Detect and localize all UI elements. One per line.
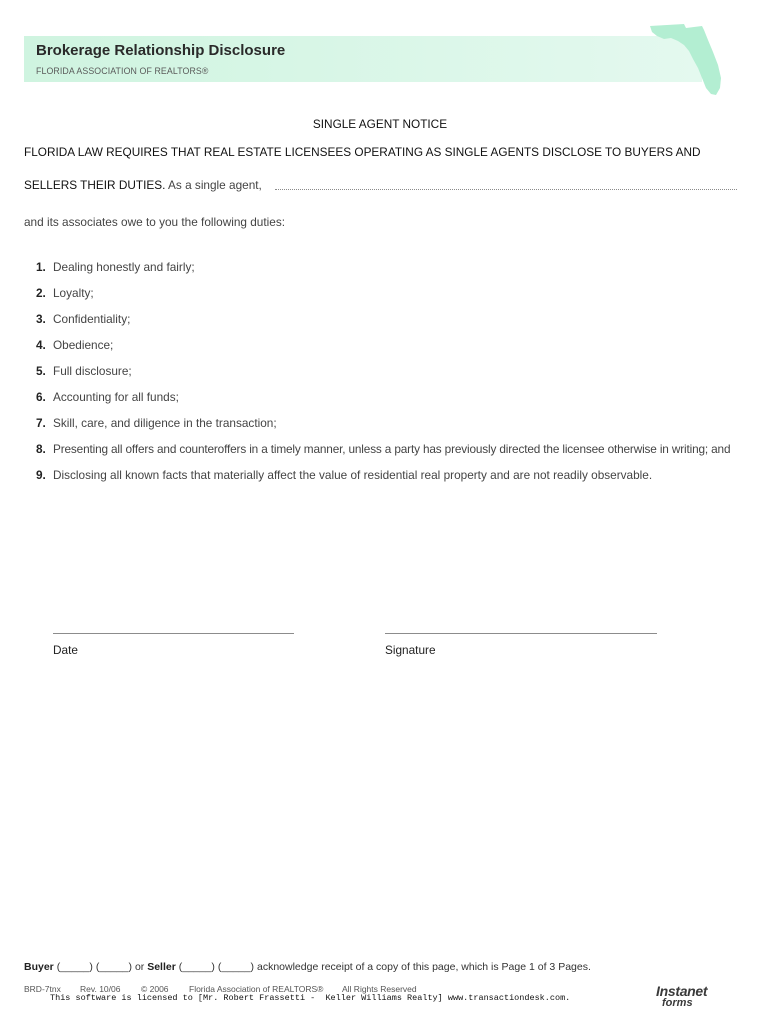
date-line[interactable]	[53, 633, 294, 634]
document-title: Brokerage Relationship Disclosure	[36, 42, 286, 59]
publisher: Florida Association of REALTORS®	[189, 984, 324, 994]
ack-statement: acknowledge receipt of a copy of this page, which is Page 1 of	[256, 961, 547, 973]
signature-line[interactable]	[385, 633, 657, 634]
pages-word: Pages.	[558, 961, 591, 973]
buyer-initials-field[interactable]: (_____)	[95, 961, 133, 973]
copyright: © 2006	[141, 984, 169, 994]
notice-heading: SINGLE AGENT NOTICE	[312, 117, 448, 131]
duties-lead-caps: SELLERS THEIR DUTIES.	[24, 178, 166, 192]
acknowledgement-line	[24, 961, 591, 974]
revision: Rev. 10/06	[80, 984, 121, 994]
publisher-subtitle: FLORIDA ASSOCIATION OF REALTORS®	[36, 66, 209, 76]
duties-lead	[24, 178, 262, 192]
agent-name-field[interactable]	[275, 177, 737, 190]
buyer-label: Buyer	[24, 961, 54, 973]
duty-number: 3.	[36, 312, 46, 326]
date-label: Date	[53, 643, 78, 657]
duty-number: 5.	[36, 364, 46, 378]
buyer-initials-field[interactable]: (_____)	[56, 961, 93, 973]
duty-text: Skill, care, and diligence in the transaction;	[53, 416, 277, 430]
duty-text: Loyalty;	[53, 286, 94, 300]
duty-number: 6.	[36, 390, 46, 404]
associates-line: and its associates owe to you the following duties:	[24, 215, 285, 229]
duty-number: 2.	[36, 286, 46, 300]
duty-text: Full disclosure;	[53, 364, 132, 378]
duty-text: Disclosing all known facts that materially affect the value of residential real property and are not readily observable.	[53, 468, 653, 482]
duty-text: Obedience;	[53, 338, 114, 352]
duty-text: Dealing honestly and fairly;	[53, 260, 195, 274]
duty-number: 7.	[36, 416, 46, 430]
logo-tagline: forms	[662, 997, 693, 1009]
seller-label: Seller	[147, 961, 176, 973]
duty-text: Confidentiality;	[53, 312, 131, 326]
florida-map-icon	[640, 18, 730, 100]
duty-text: Presenting all offers and counteroffers in a timely manner, unless a party has previously directed the licensee otherwise in writing; and	[53, 442, 731, 456]
duties-lead-text: As a single agent,	[168, 178, 262, 192]
florida-outline	[650, 24, 721, 95]
signature-label: Signature	[385, 643, 436, 657]
duty-number: 1.	[36, 260, 46, 274]
duty-text: Accounting for all funds;	[53, 390, 179, 404]
rights-notice: All Rights Reserved	[342, 984, 417, 994]
form-id: BRD-7tnx	[24, 984, 61, 994]
total-pages: 3	[549, 961, 556, 973]
seller-initials-field[interactable]: (_____)	[178, 961, 215, 973]
or-text: or	[134, 961, 145, 973]
logo-name: Instanet	[656, 983, 708, 999]
duty-number: 9.	[36, 468, 46, 482]
license-line: This software is licensed to [Mr. Robert Frassetti - Keller Williams Realty] www.transactiondesk.com.	[50, 993, 571, 1003]
duty-number: 4.	[36, 338, 46, 352]
duty-number: 8.	[36, 442, 46, 456]
law-statement: FLORIDA LAW REQUIRES THAT REAL ESTATE LICENSEES OPERATING AS SINGLE AGENTS DISCLOSE TO BUYERS AND	[24, 145, 701, 159]
seller-initials-field[interactable]: (_____)	[217, 961, 255, 973]
